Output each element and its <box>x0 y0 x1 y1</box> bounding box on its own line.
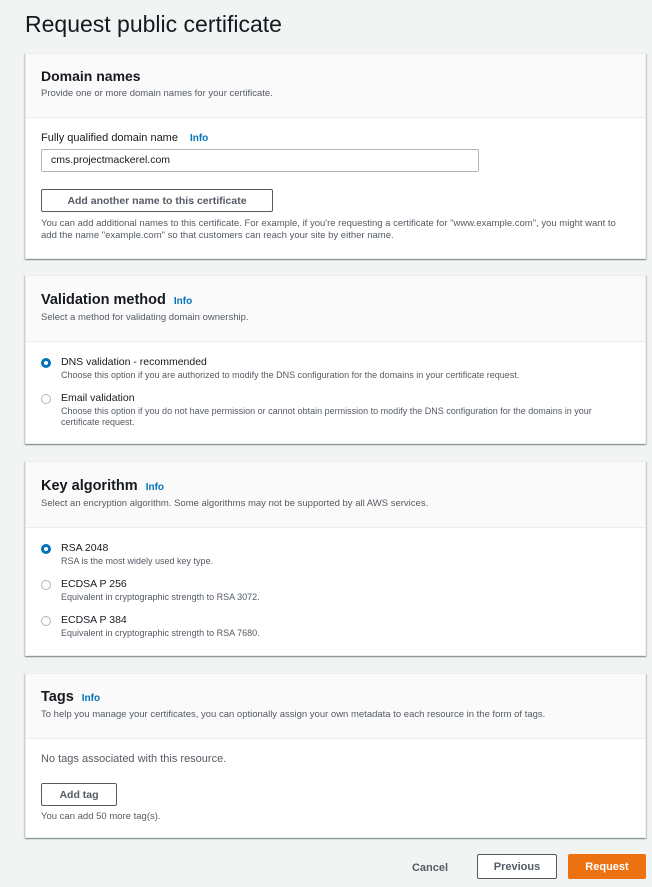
ecdsa-p256-label: ECDSA P 256 <box>61 578 127 590</box>
ecdsa-p256-radio[interactable] <box>41 580 51 590</box>
validation-method-panel <box>25 275 646 444</box>
ecdsa-p384-label: ECDSA P 384 <box>61 614 127 626</box>
ecdsa-p384-option[interactable] <box>41 614 630 639</box>
fqdn-input[interactable]: cms.projectmackerel.com <box>41 149 479 172</box>
ecdsa-p384-description: Equivalent in cryptographic strength to RSA 7680. <box>61 628 260 638</box>
validation-header <box>26 276 645 342</box>
page-title: Request public certificate <box>25 11 282 37</box>
validation-title: Validation method Info <box>41 292 193 308</box>
rsa-2048-description: RSA is the most widely used key type. <box>61 556 214 566</box>
email-validation-description: Choose this option if you do not have permission or cannot obtain permission to modify the DNS configuration for the domains in your certificate request. <box>61 406 592 427</box>
dns-validation-option[interactable] <box>41 356 630 381</box>
email-validation-label: Email validation <box>61 392 135 404</box>
add-name-hint: You can add additional names to this certificate. For example, if you're requesting a certificate for "www.example.com", you might want to add the name "example.com" so that customers can reach your site by either name. <box>41 218 616 241</box>
fqdn-label: Fully qualified domain name Info <box>41 132 209 144</box>
no-tags-text: No tags associated with this resource. <box>41 753 227 765</box>
dns-validation-description: Choose this option if you are authorized to modify the DNS configuration for the domains in your certificate request. <box>61 370 520 380</box>
dns-validation-radio[interactable] <box>41 358 51 368</box>
tags-header <box>26 674 645 739</box>
cancel-button[interactable]: Cancel <box>411 862 449 874</box>
rsa-2048-option[interactable] <box>41 542 630 567</box>
fqdn-info-link[interactable]: Info <box>189 133 209 144</box>
validation-description: Select a method for validating domain ownership. <box>41 312 249 323</box>
key-algorithm-header <box>26 462 645 528</box>
ecdsa-p256-description: Equivalent in cryptographic strength to RSA 3072. <box>61 592 260 602</box>
tags-info-link[interactable]: Info <box>81 693 101 704</box>
rsa-2048-label: RSA 2048 <box>61 542 109 554</box>
domain-names-description: Provide one or more domain names for your certificate. <box>41 88 273 99</box>
rsa-2048-radio[interactable] <box>41 544 51 554</box>
key-algorithm-title: Key algorithm Info <box>41 478 165 494</box>
email-validation-option[interactable] <box>41 392 630 428</box>
key-algorithm-info-link[interactable]: Info <box>145 482 165 493</box>
add-tag-button[interactable]: Add tag <box>41 783 117 806</box>
key-algorithm-description: Select an encryption algorithm. Some algorithms may not be supported by all AWS services. <box>41 498 429 509</box>
domain-names-panel <box>25 53 646 259</box>
ecdsa-p384-radio[interactable] <box>41 616 51 626</box>
email-validation-radio[interactable] <box>41 394 51 404</box>
tags-panel <box>25 673 646 838</box>
domain-names-title: Domain names <box>41 68 141 84</box>
add-another-name-button[interactable]: Add another name to this certificate <box>41 189 273 212</box>
tags-description: To help you manage your certificates, you can optionally assign your own metadata to each resource in the form of tags. <box>41 709 546 720</box>
validation-info-link[interactable]: Info <box>173 296 193 307</box>
domain-names-header <box>26 54 645 118</box>
key-algorithm-panel <box>25 461 646 656</box>
tags-remaining-hint: You can add 50 more tag(s). <box>41 811 161 822</box>
request-button[interactable]: Request <box>568 854 646 879</box>
dns-validation-label: DNS validation - recommended <box>61 356 207 368</box>
previous-button[interactable]: Previous <box>477 854 557 879</box>
tags-title: Tags Info <box>41 689 101 705</box>
ecdsa-p256-option[interactable] <box>41 578 630 603</box>
